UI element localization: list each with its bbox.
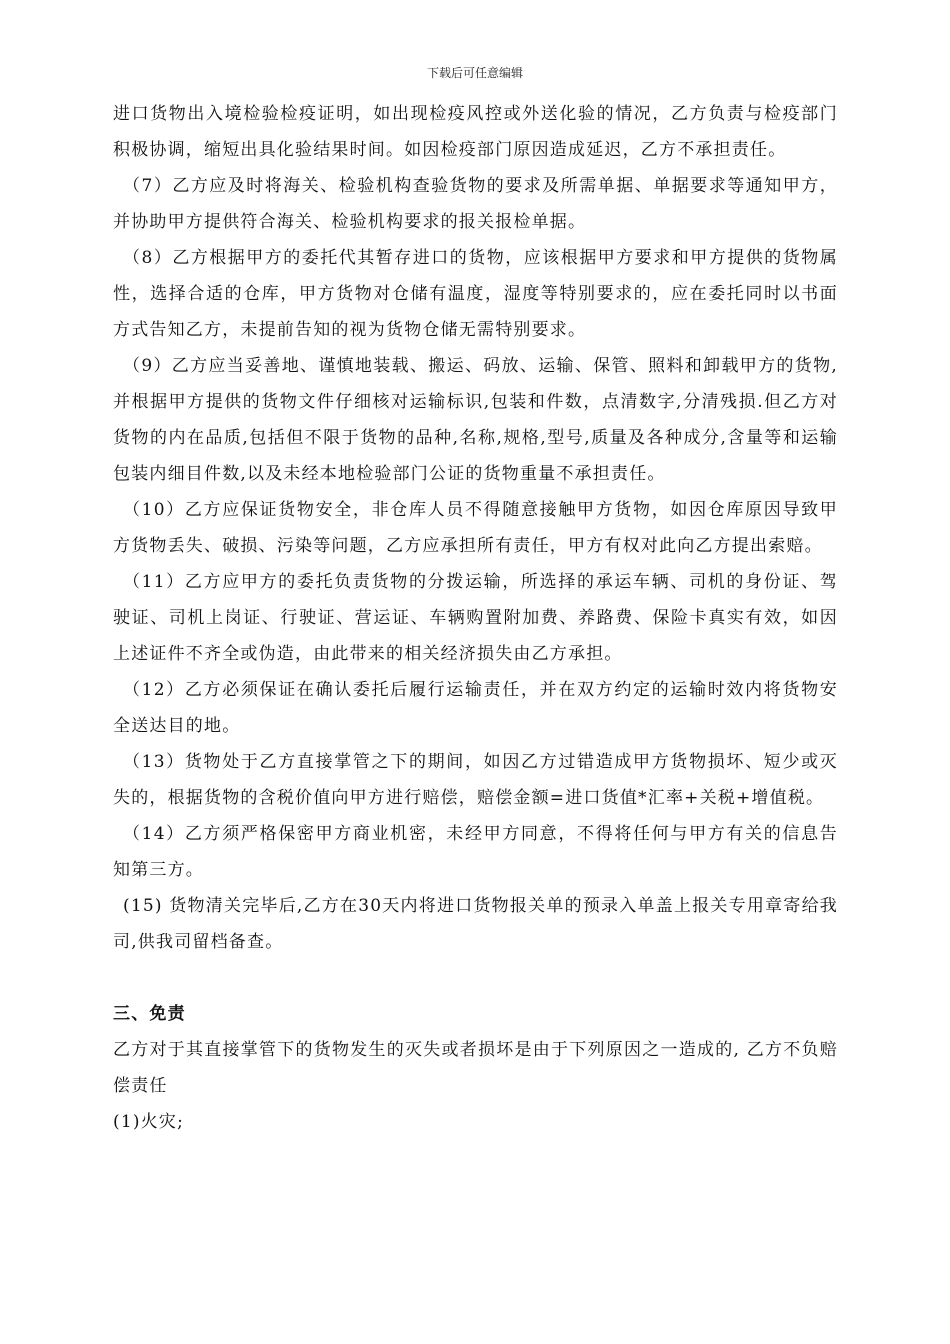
exemption-item: (1)火灾; — [113, 1112, 185, 1132]
paragraph-continuation: 进口货物出入境检验检疫证明，如出现检疫风控或外送化验的情况，乙方负责与检疫部门积极协调，缩短出具化验结果时间。如因检疫部门原因造成延迟，乙方不承担责任。 — [113, 104, 838, 160]
clause-14: （14）乙方须严格保密甲方商业机密，未经甲方同意，不得将任何与甲方有关的信息告知第三方。 — [113, 824, 838, 880]
section-intro: 乙方对于其直接掌管下的货物发生的灭失或者损坏是由于下列原因之一造成的, 乙方不负赔偿责任 — [113, 1040, 838, 1096]
header-note: 下载后可任意编辑 — [426, 66, 523, 80]
clause-12: （12）乙方必须保证在确认委托后履行运输责任，并在双方约定的运输时效内将货物安全送达目的地。 — [113, 680, 838, 736]
clause-9: （9）乙方应当妥善地、谨慎地装载、搬运、码放、运输、保管、照料和卸载甲方的货物,并根据甲方提供的货物文件仔细核对运输标识,包装和件数，点清数字,分清残损.但乙方对货物的内在品质,包括但不限于货物的品种,名称,规格,型号,质量及各种成分,含量等和运输包装内细目件数,以及未经本地检验部门公证的货物重量不承担责任。 — [113, 356, 838, 484]
clause-11: （11）乙方应甲方的委托负责货物的分拨运输，所选择的承运车辆、司机的身份证、驾驶证、司机上岗证、行驶证、营运证、车辆购置附加费、养路费、保险卡真实有效，如因上述证件不齐全或伪造，由此带来的相关经济损失由乙方承担。 — [113, 572, 838, 664]
section-title-exemption: 三、免责 — [113, 1004, 186, 1024]
document-body — [113, 96, 838, 1140]
clause-8: （8）乙方根据甲方的委托代其暂存进口的货物，应该根据甲方要求和甲方提供的货物属性，选择合适的仓库，甲方货物对仓储有温度，湿度等特别要求的，应在委托同时以书面方式告知乙方，未提前告知的视为货物仓储无需特别要求。 — [113, 248, 838, 340]
clause-10: （10）乙方应保证货物安全，非仓库人员不得随意接触甲方货物，如因仓库原因导致甲方货物丢失、破损、污染等问题，乙方应承担所有责任，甲方有权对此向乙方提出索赔。 — [113, 500, 838, 556]
clause-7: （7）乙方应及时将海关、检验机构查验货物的要求及所需单据、单据要求等通知甲方，并协助甲方提供符合海关、检验机构要求的报关报检单据。 — [113, 176, 838, 232]
clause-15: (15) 货物清关完毕后,乙方在30天内将进口货物报关单的预录入单盖上报关专用章寄给我司,供我司留档备查。 — [113, 896, 838, 952]
clause-13: （13）货物处于乙方直接掌管之下的期间，如因乙方过错造成甲方货物损坏、短少或灭失的，根据货物的含税价值向甲方进行赔偿，赔偿金额=进口货值*汇率+关税+增值税。 — [113, 752, 838, 808]
